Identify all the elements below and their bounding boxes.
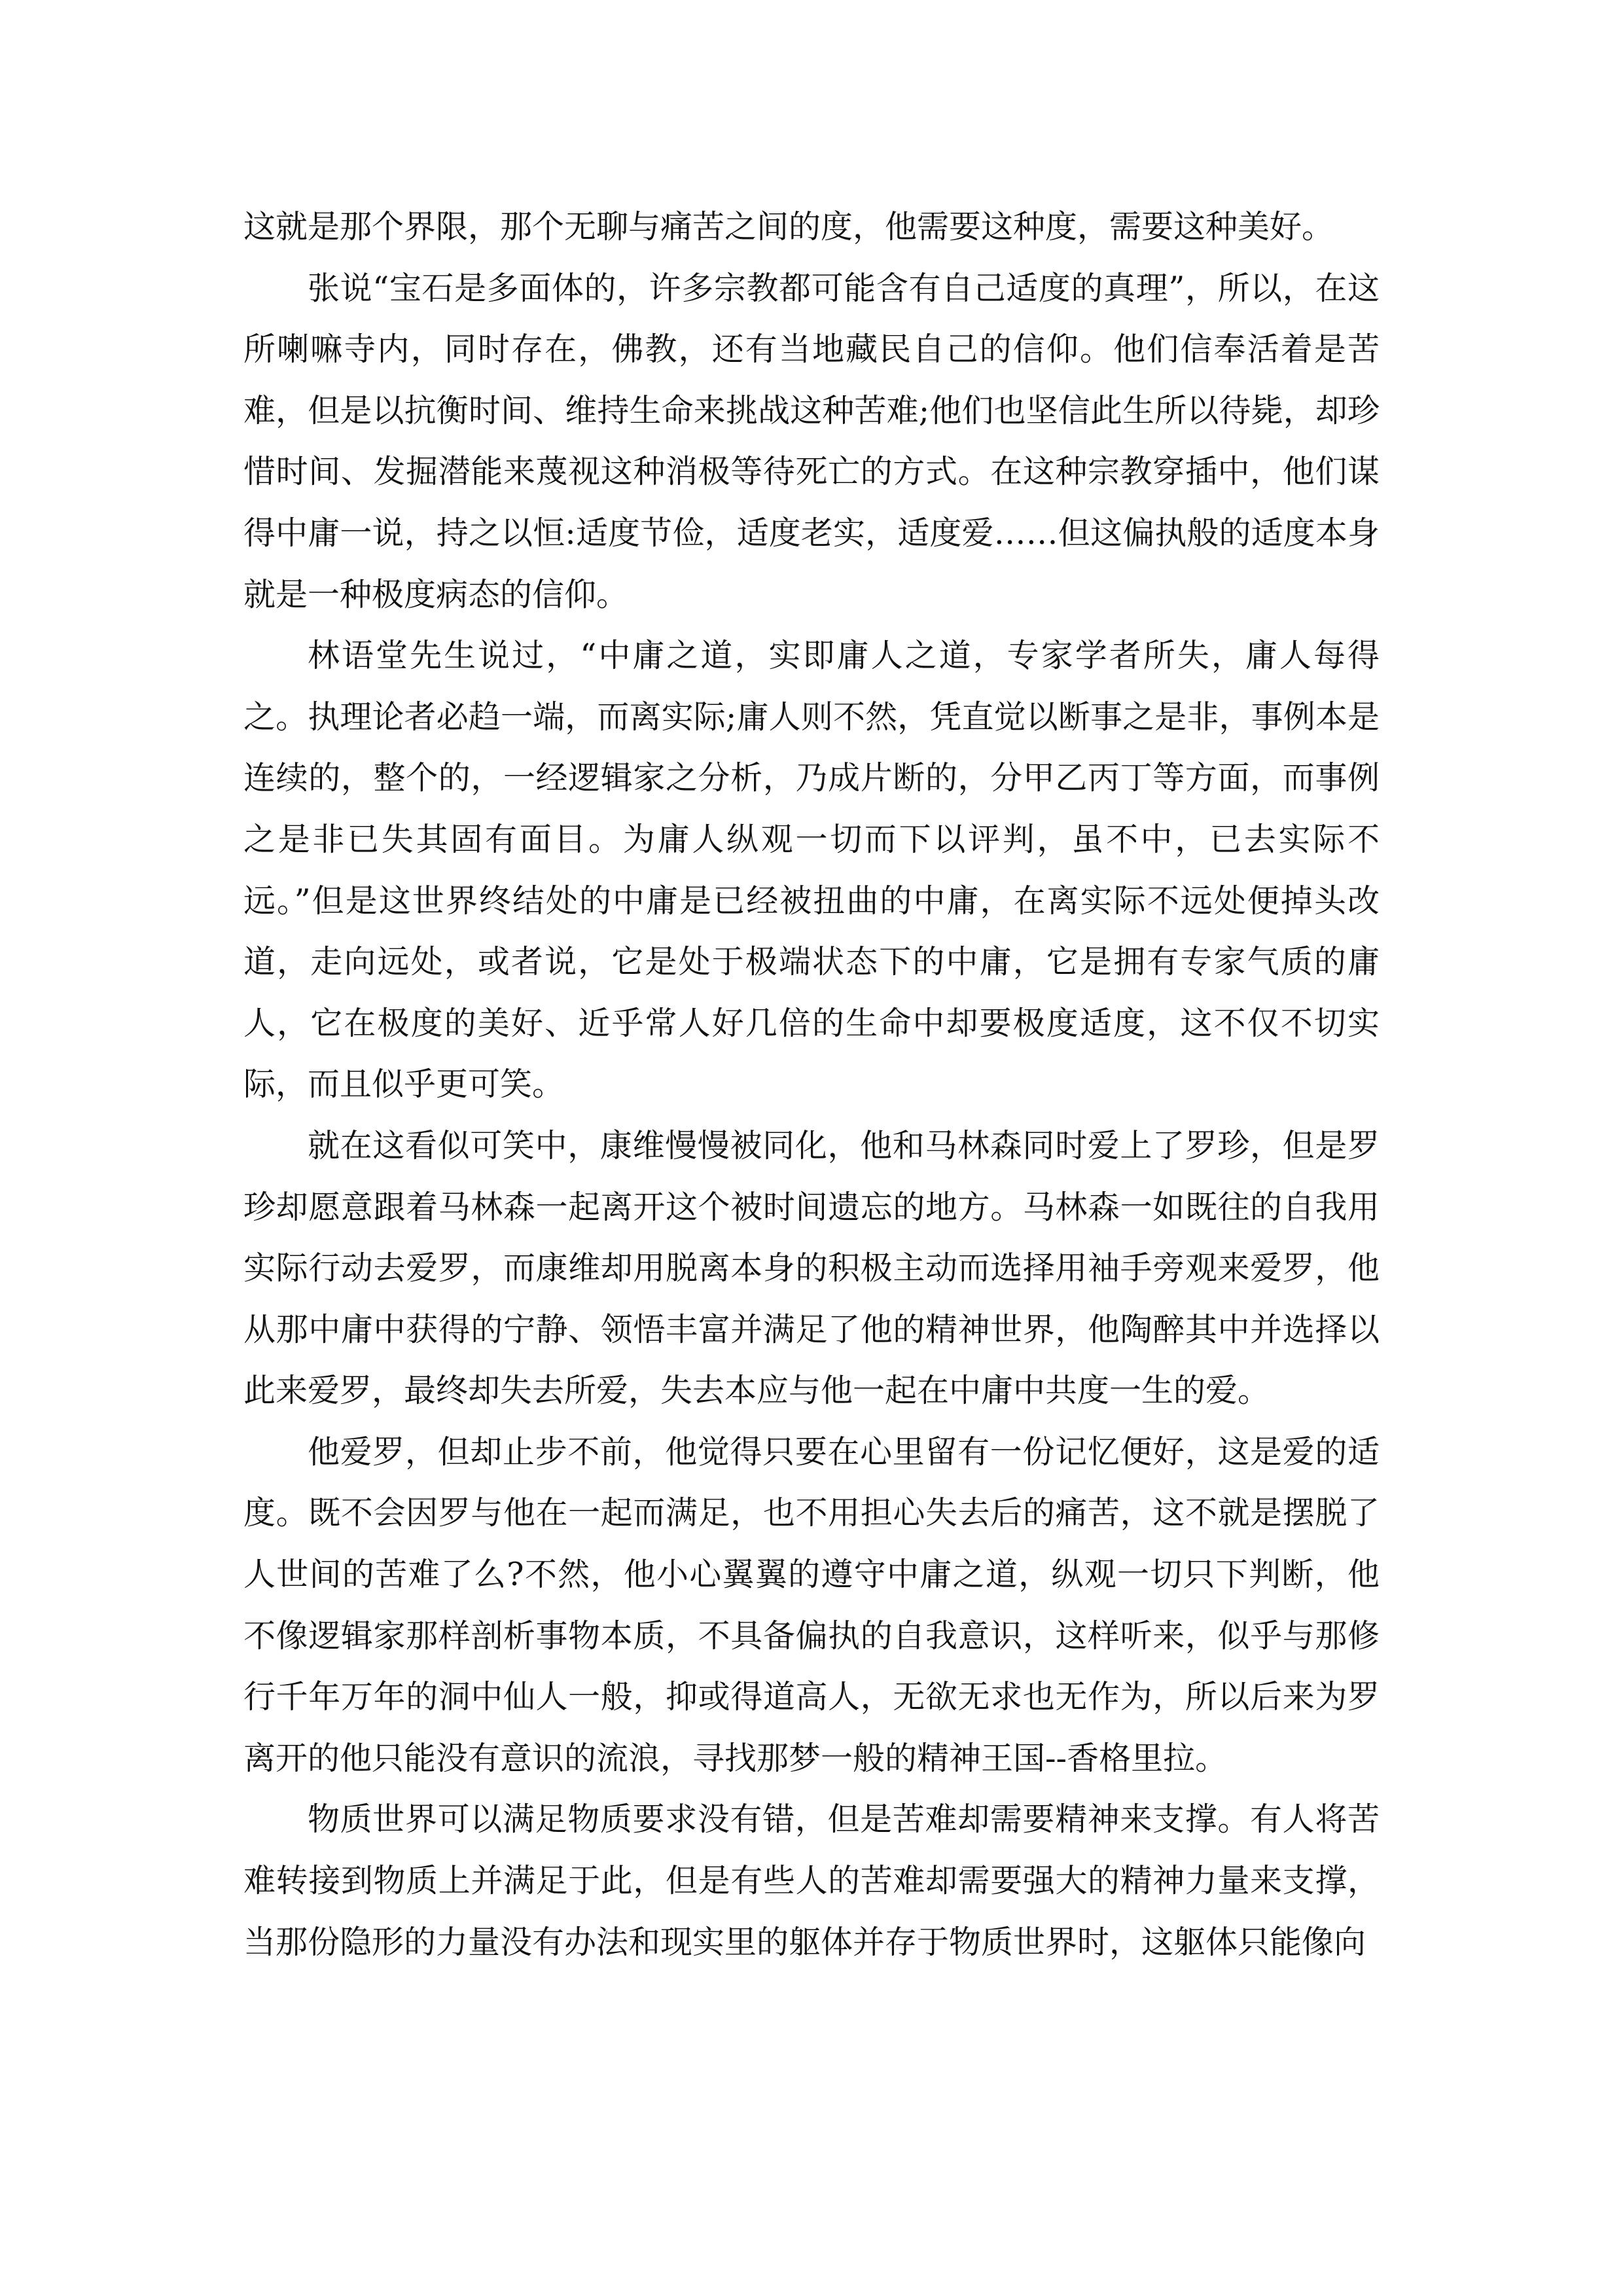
paragraph: 他爱罗，但却止步不前，他觉得只要在心里留有一份记忆便好，这是爱的适度。既不会因罗与他在一起而满足，也不用担心失去后的痛苦，这不就是摆脱了人世间的苦难了么?不然，他小心翼翼的遵守中庸之道，纵观一切只下判断，他不像逻辑家那样剖析事物本质，不具备偏执的自我意识，这样听来，似乎与那修行千年万年的洞中仙人一般，抑或得道高人，无欲无求也无作为，所以后来为罗离开的他只能没有意识的流浪，寻找那梦一般的精神王国--香格里拉。 (243, 1433, 1380, 1777)
paragraph: 物质世界可以满足物质要求没有错，但是苦难却需要精神来支撑。有人将苦难转接到物质上并满足于此，但是有些人的苦难却需要强大的精神力量来支撑，当那份隐形的力量没有办法和现实里的躯体并存于物质世界时，这躯体只能像向 (243, 1801, 1380, 1961)
paragraph: 就在这看似可笑中，康维慢慢被同化，他和马林森同时爱上了罗珍，但是罗珍却愿意跟着马林森一起离开这个被时间遗忘的地方。马林森一如既往的自我用实际行动去爱罗，而康维却用脱离本身的积极主动而选择用袖手旁观来爱罗，他从那中庸中获得的宁静、领悟丰富并满足了他的精神世界，他陶醉其中并选择以此来爱罗，最终却失去所爱，失去本应与他一起在中庸中共度一生的爱。 (243, 1126, 1380, 1410)
body-text (243, 196, 1380, 1973)
paragraph: 张说“宝石是多面体的，许多宗教都可能含有自己适度的真理”，所以，在这所喇嘛寺内，同时存在，佛教，还有当地藏民自己的信仰。他们信奉活着是苦难，但是以抗衡时间、维持生命来挑战这种苦难;他们也坚信此生所以待毙，却珍惜时间、发掘潜能来蔑视这种消极等待死亡的方式。在这种宗教穿插中，他们谋得中庸一说，持之以恒:适度节俭，适度老实，适度爱……但这偏执般的适度本身就是一种极度病态的信仰。 (243, 269, 1380, 613)
paragraph: 林语堂先生说过，“中庸之道，实即庸人之道，专家学者所失，庸人每得之。执理论者必趋一端，而离实际;庸人则不然，凭直觉以断事之是非，事例本是连续的，整个的，一经逻辑家之分析，乃成片断的，分甲乙丙丁等方面，而事例之是非已失其固有面目。为庸人纵观一切而下以评判，虽不中，已去实际不远。”但是这世界终结处的中庸是已经被扭曲的中庸，在离实际不远处便掉头改道，走向远处，或者说，它是处于极端状态下的中庸，它是拥有专家气质的庸人，它在极度的美好、近乎常人好几倍的生命中却要极度适度，这不仅不切实际，而且似乎更可笑。 (243, 637, 1380, 1103)
paragraph-continued: 这就是那个界限，那个无聊与痛苦之间的度，他需要这种度，需要这种美好。 (243, 208, 1334, 245)
